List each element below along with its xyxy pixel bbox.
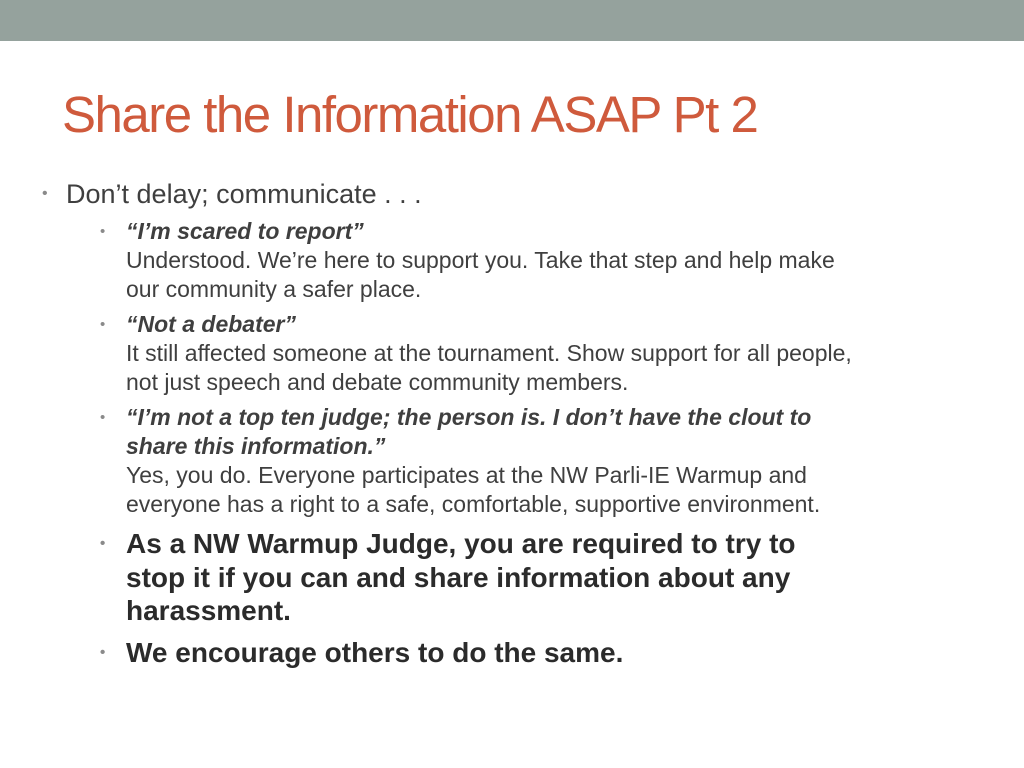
quote-text: “Not a debater” <box>126 311 296 337</box>
response-text: Understood. We’re here to support you. Take that step and help make our community a safer place. <box>126 247 835 302</box>
bullet-dot-icon: • <box>100 643 106 661</box>
bullet-dot-icon: • <box>100 409 106 426</box>
bullet-dot-icon: • <box>100 316 106 333</box>
sub-bullet-not-a-debater <box>96 310 860 397</box>
quote-text: “I’m not a top ten judge; the person is. I don’t have the clout to share this information.” <box>126 404 812 459</box>
slide-content <box>40 176 860 673</box>
sub-bullet-encourage-others <box>96 636 860 670</box>
sub-bullet-not-top-ten-judge <box>96 403 860 519</box>
bullet-dot-icon: • <box>100 223 106 240</box>
quote-text: “I’m scared to report” <box>126 218 364 244</box>
top-accent-bar <box>0 0 1024 41</box>
slide-title: Share the Information ASAP Pt 2 <box>62 86 758 143</box>
judge-requirement-text: As a NW Warmup Judge, you are required to try to stop it if you can and share information about any harassment. <box>126 528 796 626</box>
bullet-dont-delay-text: Don’t delay; communicate . . . <box>66 179 422 209</box>
response-text: It still affected someone at the tournament. Show support for all people, not just speech and debate community members. <box>126 340 852 395</box>
sub-bullet-list <box>66 217 860 669</box>
bullet-dont-delay <box>40 176 860 669</box>
bullet-dot-icon: • <box>100 535 106 552</box>
response-text: Yes, you do. Everyone participates at the NW Parli-IE Warmup and everyone has a right to a safe, comfortable, supportive environment. <box>126 462 821 517</box>
sub-bullet-scared-to-report <box>96 217 860 304</box>
sub-bullet-judge-requirement <box>96 527 860 628</box>
encourage-others-text: We encourage others to do the same. <box>126 636 624 668</box>
bullet-dot-icon: • <box>42 185 48 202</box>
